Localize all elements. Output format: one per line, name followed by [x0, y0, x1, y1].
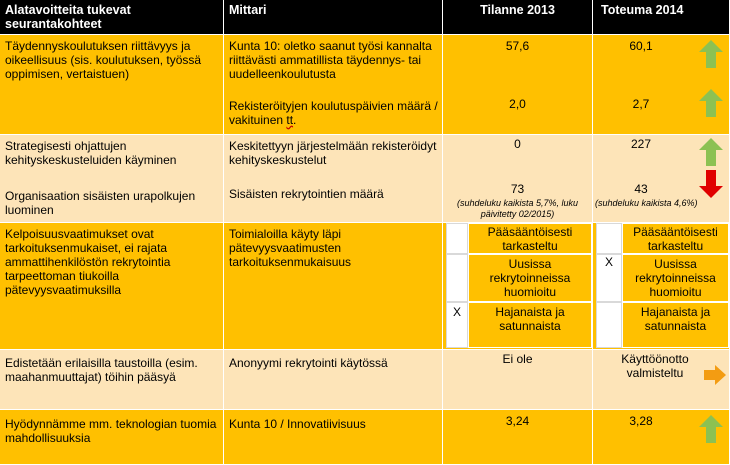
row1-2014-b: 2,7 [632, 97, 650, 111]
header-metric [224, 0, 443, 35]
row1-metric-b-end: . [293, 113, 297, 127]
row5-2014 [593, 410, 730, 465]
mark-2014-1: X [596, 254, 622, 302]
row5-2013-value: 3,24 [505, 414, 530, 428]
row2-2014-b: 43 [634, 182, 648, 196]
trend-up-icon [699, 89, 723, 117]
option-2013-0: Pääsääntöisesti tarkasteltu [468, 223, 592, 254]
option-2013-1: Uusissa rekrytoinneissa huomioitu [468, 254, 592, 302]
row3-metric-text: Toimialoilla käyty läpi pätevyysvaatimusten tarkoituksenmukaisuus [229, 227, 352, 269]
row2-metric-b: Sisäisten rekrytointien määrä [229, 187, 384, 201]
row3-goal [0, 223, 224, 350]
mark-2014-2 [596, 302, 622, 348]
mark-2013-0 [446, 223, 468, 254]
header-2013-label: Tilanne 2013 [480, 3, 555, 17]
row1-metric-a: Kunta 10: oletko saanut työsi kannalta riittävästi ammatillista täydennys- tai uudelleenkoulutusta [229, 39, 432, 81]
row5-2013 [443, 410, 593, 465]
mark-2014-0 [596, 223, 622, 254]
option-2014-2: Hajanaista ja satunnaista [622, 302, 729, 348]
row3-2014 [593, 223, 730, 350]
row2-2013-note: (suhdeluku kaikista 5,7%, luku päivitetty 02/2015) [456, 198, 579, 219]
row3-goal-text: Kelpoisuusvaatimukset ovat tarkoituksenmukaiset, ei rajata ammattihenkilöstön rekrytointia tarpeettoman tiukoilla pätevyysvaatimuksilla [5, 227, 171, 297]
row4-goal-text: Edistetään erilaisilla taustoilla (esim. maahanmuuttajat) töihin pääsyä [5, 356, 198, 384]
row1-metric [224, 35, 443, 135]
option-2013-2: Hajanaista ja satunnaista [468, 302, 592, 348]
header-goals [0, 0, 224, 35]
row1-2013-b: 2,0 [509, 97, 526, 111]
row1-2014-a: 60,1 [629, 39, 653, 53]
row2-2014-a: 227 [630, 137, 652, 151]
row4-2014-value: Käyttöönotto valmisteltu [621, 352, 689, 380]
row1-2013-a: 57,6 [505, 39, 530, 53]
row2-2014-note: (suhdeluku kaikista 4,6%) [595, 198, 698, 208]
row1-metric-b [229, 99, 438, 127]
row3-metric [224, 223, 443, 350]
row4-2013-value: Ei ole [502, 352, 533, 366]
row4-2014 [593, 350, 730, 410]
row1-2014 [593, 35, 730, 135]
header-metric-label: Mittari [229, 3, 267, 17]
trend-down-icon [699, 170, 723, 198]
row5-metric-text: Kunta 10 / Innovatiivisuus [229, 417, 366, 431]
row4-goal [0, 350, 224, 410]
row2-2013-b: 73 [510, 182, 525, 196]
row1-goal-text: Täydennyskoulutuksen riittävyys ja oikeellisuus (sis. koulutuksen, työssä oppimisen, vertaistuen) [5, 39, 202, 81]
trend-up-icon [699, 415, 723, 443]
row2-goal-b: Organisaation sisäisten urapolkujen luominen [5, 189, 196, 217]
trend-right-icon [704, 365, 726, 385]
row4-2013 [443, 350, 593, 410]
row1-2013 [443, 35, 593, 135]
row4-metric-text: Anonyymi rekrytointi käytössä [229, 356, 388, 370]
row2-goal [0, 135, 224, 223]
header-2013 [443, 0, 593, 35]
row5-2014-value: 3,28 [629, 414, 653, 428]
mark-2013-2: X [446, 302, 468, 348]
trend-up-icon [699, 40, 723, 68]
row1-metric-b-main: Rekisteröityjen koulutuspäivien määrä / vakituinen [229, 99, 438, 127]
trend-up-icon [699, 138, 723, 166]
header-2014-label: Toteuma 2014 [601, 3, 684, 17]
header-goals-label: Alatavoitteita tukevat seurantakohteet [5, 3, 131, 31]
row2-metric-a: Keskitettyyn järjestelmään rekisteröidyt kehityskeskustelut [229, 139, 437, 167]
row4-metric [224, 350, 443, 410]
row2-2014 [593, 135, 730, 223]
row1-metric-b-abbr: tt [286, 113, 294, 127]
mark-2013-1 [446, 254, 468, 302]
header-2014 [593, 0, 730, 35]
row2-2013-a: 0 [514, 137, 521, 151]
row2-metric [224, 135, 443, 223]
option-2014-0: Pääsääntöisesti tarkasteltu [622, 223, 729, 254]
row5-metric [224, 410, 443, 465]
row2-goal-a: Strategisesti ohjattujen kehityskeskusteluiden käyminen [5, 139, 177, 167]
row5-goal [0, 410, 224, 465]
row5-goal-text: Hyödynnämme mm. teknologian tuomia mahdollisuuksia [5, 417, 217, 445]
row1-goal [0, 35, 224, 135]
row3-2013 [443, 223, 593, 350]
row2-2013 [443, 135, 593, 223]
option-2014-1: Uusissa rekrytoinneissa huomioitu [622, 254, 729, 302]
